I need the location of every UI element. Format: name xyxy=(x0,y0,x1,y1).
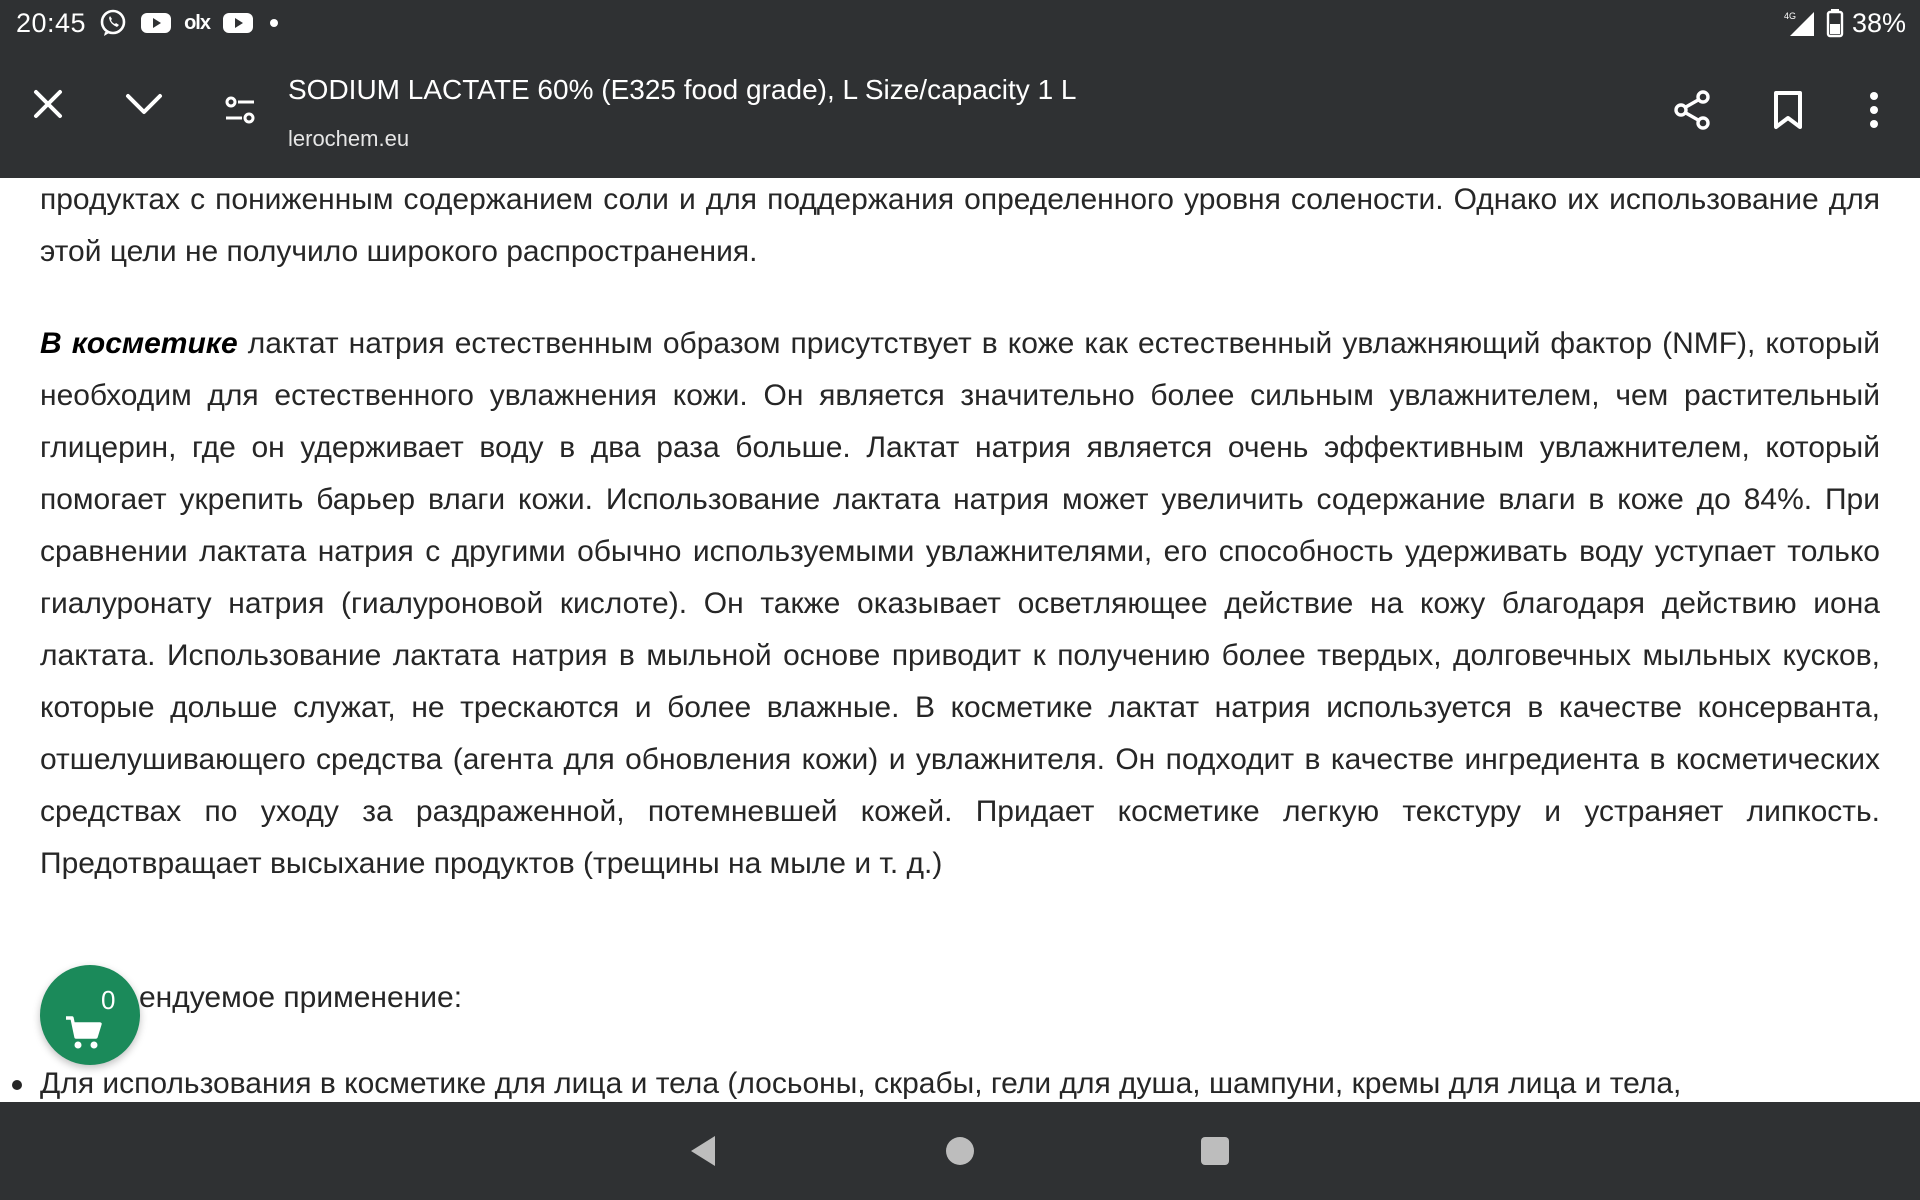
battery-icon xyxy=(1826,8,1844,38)
page-url[interactable]: lerochem.eu xyxy=(288,126,410,151)
viber-icon xyxy=(98,8,128,38)
share-icon xyxy=(1672,89,1712,131)
navigation-bar xyxy=(0,1102,1920,1200)
chevron-down-icon xyxy=(124,86,164,122)
list-item-text: Для использования в косметике для лица и тела (лосьоны, скрабы, гели для душа, шампуни, кремы для лица и тела, xyxy=(40,1067,1682,1100)
youtube-icon xyxy=(140,11,172,35)
tune-icon xyxy=(222,92,258,128)
close-button[interactable] xyxy=(18,74,78,134)
status-bar xyxy=(0,0,1920,46)
page-content[interactable] xyxy=(0,178,1920,1102)
intro-paragraph: продуктах с пониженным содержанием соли и для поддержания определенного уровня солености. Однако их использование для этой цели не получило широкого распространения. xyxy=(40,183,1880,268)
custom-tab-toolbar xyxy=(0,46,1920,178)
recommended-use-heading: ендуемое применение: xyxy=(139,981,463,1014)
shopping-cart-icon xyxy=(64,1015,104,1051)
cart-button[interactable] xyxy=(40,965,140,1065)
dot-icon xyxy=(266,15,282,31)
page-title[interactable]: SODIUM LACTATE 60% (E325 food grade), L Size/capacity 1 L xyxy=(288,74,1077,105)
recents-button[interactable] xyxy=(1180,1116,1250,1186)
bullet-dot xyxy=(12,1080,22,1090)
olx-icon: olx xyxy=(184,11,210,34)
list-item xyxy=(0,1058,1920,1102)
signal-icon xyxy=(1784,8,1818,38)
battery-percent: 38% xyxy=(1851,7,1906,38)
cosmetics-heading: В косметике xyxy=(40,327,238,360)
cart-count: 0 xyxy=(101,985,116,1015)
minimize-button[interactable] xyxy=(114,74,174,134)
recents-icon xyxy=(1200,1136,1230,1166)
bookmark-button[interactable] xyxy=(1758,80,1818,140)
home-button[interactable] xyxy=(925,1116,995,1186)
bookmark-icon xyxy=(1772,90,1804,130)
page-settings-button[interactable] xyxy=(210,80,270,140)
cosmetics-paragraph-text: лактат натрия естественным образом присутствует в коже как естественный увлажняющий фактор (NMF), который необходим для естественного увлажнения кожи. Он является значительно более сильным увлажнителем, чем растительный глицерин, где он удерживает воду в два раза больше. Лактат натрия является очень эффективным увлажнителем, который помогает укрепить барьер влаги кожи. Использование лактата натрия может увеличить содержание влаги в коже до 84%. При сравнении лактата натрия с другими обычно используемыми увлажнителями, его способность удерживать воду уступает только гиалуронату натрия (гиалуроновой кислоте). Он также оказывает осветляющее действие на кожу благодаря действию иона лактата. Использование лактата натрия в мыльной основе приводит к получению более твердых, долговечных мыльных кусков, которые дольше служат, не трескаются и более влажные. В косметике лактат натрия используется в качестве консерванта, отшелушивающего средства (агента для обновления кожи) и увлажнителя. Он подходит в качестве ингредиента в косметических средствах по уходу за раздраженной, потемневшей кожей. Придает косметике легкую текстуру и устраняет липкость. Предотвращает высыхание продуктов (трещины на мыле и т. д.) xyxy=(40,327,1881,880)
close-icon xyxy=(30,86,66,122)
status-bar-left xyxy=(0,8,282,39)
status-bar-right xyxy=(1784,8,1920,39)
more-vert-icon xyxy=(1868,90,1880,130)
cosmetics-paragraph xyxy=(40,318,1880,890)
back-icon xyxy=(687,1134,719,1168)
more-options-button[interactable] xyxy=(1844,80,1904,140)
status-time: 20:45 xyxy=(16,7,87,38)
network-type-label: 4G xyxy=(1783,11,1796,21)
back-button[interactable] xyxy=(668,1116,738,1186)
recommended-use-list xyxy=(0,1058,1920,1102)
home-icon xyxy=(944,1135,976,1167)
share-button[interactable] xyxy=(1662,80,1722,140)
youtube-icon xyxy=(222,11,254,35)
